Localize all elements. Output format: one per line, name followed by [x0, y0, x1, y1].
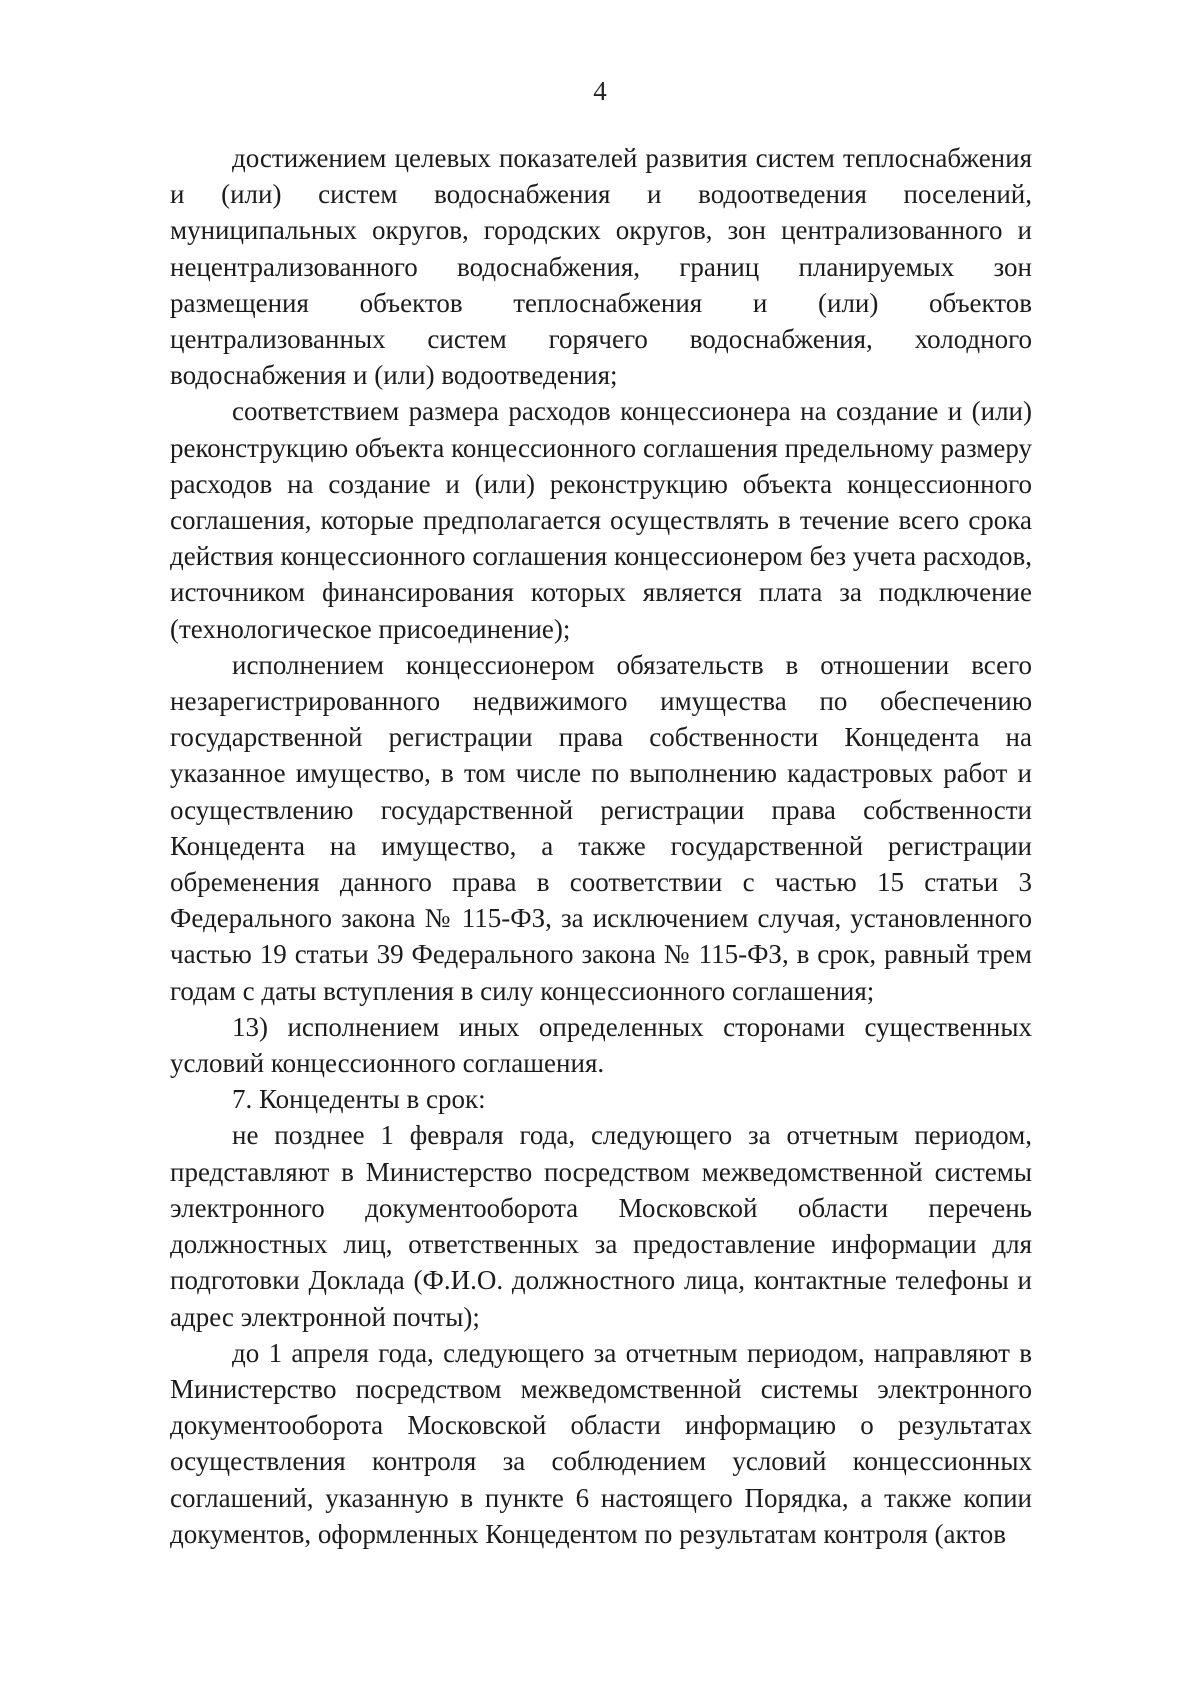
paragraph-february-deadline: не позднее 1 февраля года, следующего за отчетным периодом, представляют в Министерство посредством межведомственной системы электронного документооборота Московской области перечень должностных лиц, ответственных за предоставление информации для подготовки Доклада (Ф.И.О. должностного лица, контактные телефоны и адрес электронной почты); [170, 1120, 1032, 1332]
paragraph-section-7-heading: 7. Концеденты в срок: [232, 1084, 486, 1115]
page-number: 4 [593, 76, 607, 106]
document-body [170, 140, 1032, 1552]
paragraph-item-13: 13) исполнением иных определенных сторонами существенных условий концессионного соглашения. [170, 1011, 1032, 1079]
paragraph-property-registration: исполнением концессионером обязательств в отношении всего незарегистрированного недвижимого имущества по обеспечению государственной регистрации права собственности Концедента на указанное имущество, в том числе по выполнению кадастровых работ и осуществлению государственной регистрации права собственности Концедента на имущество, а также государственной регистрации обременения данного права в соответствии с частью 15 статьи 3 Федерального закона № 115-ФЗ, за исключением случая, установленного частью 19 статьи 39 Федерального закона № 115-ФЗ, в срок, равный трем годам с даты вступления в силу концессионного соглашения; [170, 649, 1032, 1006]
paragraph-expense-compliance: соответствием размера расходов концессионера на создание и (или) реконструкцию объекта концессионного соглашения предельному размеру расходов на создание и (или) реконструкцию объекта концессионного соглашения, которые предполагается осуществлять в течение всего срока действия концессионного соглашения концессионером без учета расходов, источником финансирования которых является плата за подключение (технологическое присоединение); [170, 396, 1032, 644]
paragraph-target-indicators: достижением целевых показателей развития систем теплоснабжения и (или) систем водоснабжения и водоотведения поселений, муниципальных округов, городских округов, зон централизованного и нецентрализованного водоснабжения, границ планируемых зон размещения объектов теплоснабжения и (или) объектов централизованных систем горячего водоснабжения, холодного водоснабжения и (или) водоотведения; [170, 143, 1032, 391]
paragraph-april-deadline: до 1 апреля года, следующего за отчетным периодом, направляют в Министерство посредством межведомственной системы электронного документооборота Московской области информацию о результатах осуществления контроля за соблюдением условий концессионных соглашений, указанную в пункте 6 настоящего Порядка, а также копии документов, оформленных Концедентом по результатам контроля (актов [170, 1337, 1032, 1549]
